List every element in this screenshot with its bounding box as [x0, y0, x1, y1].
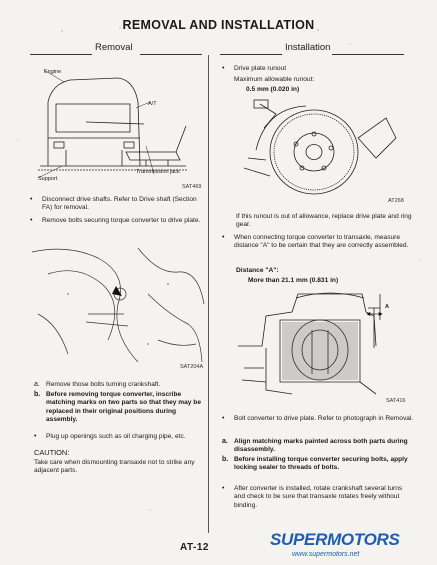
page-number: AT-12 [180, 542, 209, 553]
figure-code: SAT416 [386, 398, 406, 404]
heading-rule [140, 54, 202, 55]
list-item: • Remove bolts securing torque converter to drive plate. [30, 217, 206, 225]
label-transmission-jack: Transmission jack [136, 169, 180, 175]
step-item [34, 391, 206, 424]
figure-code: AT268 [388, 198, 404, 204]
list-item-text: When connecting torque converter to transaxle, measure distance "A" to be certain that they are correctly assembled. [234, 234, 409, 250]
watermark-logo-text: SUPERMOTORS [270, 530, 400, 549]
distance-mark: A [385, 304, 389, 310]
label-engine: Engine [44, 69, 62, 75]
label-at: A/T [148, 101, 157, 107]
distance-label: Distance "A": [236, 267, 279, 274]
supermotors-watermark [262, 530, 434, 563]
removal-heading: Removal [95, 42, 133, 53]
caution-text: Take care when dismounting transaxle not to strike any adjacent parts. [34, 459, 195, 475]
list-item: • After converter is installed, rotate crankshaft several turns and check to be sure that transaxle rotates freely without binding. [222, 485, 414, 510]
step-item [34, 381, 206, 389]
column-divider [208, 55, 209, 533]
step-marker: a. [34, 381, 40, 388]
step-text: Align matching marks painted across both parts during disassembly. [234, 438, 408, 454]
step-marker: b. [34, 391, 41, 398]
list-item-text: Drive plate runout [234, 65, 287, 72]
step-item [222, 456, 414, 473]
step-text: Before installing torque converter securing bolts, apply locking sealer to threads of bolts. [234, 456, 408, 472]
list-item-text: Remove bolts securing torque converter to drive plate. [42, 217, 201, 224]
step-text: Before removing torque converter, inscribe matching marks on two parts so that they may be replaced in their original positions during assembly. [46, 391, 201, 423]
distance-value: More than 21.1 mm (0.831 in) [248, 277, 339, 284]
heading-rule [332, 54, 404, 55]
runout-paragraph: If this runout is out of allowance, replace drive plate and ring gear. [236, 213, 412, 229]
list-item: • Drive plate runout [222, 65, 412, 73]
list-item-text: Disconnect drive shafts. Refer to Drive shaft (Section FA) for removal. [42, 196, 197, 212]
runout-label: Maximum allowable runout: [234, 76, 315, 83]
watermark-url: www.supermotors.net [292, 551, 360, 558]
converter-bolt-photo [28, 244, 206, 366]
step-text: Remove those bolts turning crankshaft. [46, 381, 161, 388]
list-item: • When connecting torque converter to transaxle, measure distance "A" to be certain that they are correctly assembled. [222, 234, 414, 251]
installation-heading: Installation [285, 42, 331, 53]
page-title: REMOVAL AND INSTALLATION [122, 18, 315, 32]
caution-title: CAUTION: [34, 448, 70, 457]
figure-code: SAT204A [180, 364, 204, 370]
step-marker: b. [222, 456, 229, 463]
vehicle-jack-illustration [26, 62, 204, 184]
list-item: • Bolt converter to drive plate. Refer to photograph in Removal. [222, 415, 414, 422]
drive-plate-runout-illustration [236, 98, 408, 198]
step-item [222, 438, 414, 455]
figure-code: SAT469 [182, 184, 202, 190]
list-item: • Plug up openings such as oil charging pipe, etc. [34, 433, 206, 441]
step-marker: a. [222, 438, 228, 445]
list-item: • Disconnect drive shafts. Refer to Drive shaft (Section FA) for removal. [30, 196, 206, 213]
list-item-text: Bolt converter to drive plate. Refer to photograph in Removal. [234, 415, 414, 422]
heading-rule [30, 54, 92, 55]
list-item-text: After converter is installed, rotate crankshaft several turns and check to be sure that transaxle rotates freely without binding. [234, 485, 403, 509]
heading-rule [220, 54, 282, 55]
list-item-text: Plug up openings such as oil charging pipe, etc. [46, 433, 186, 440]
runout-value: 0.5 mm (0.020 in) [246, 86, 300, 93]
label-support: Support [38, 176, 58, 182]
